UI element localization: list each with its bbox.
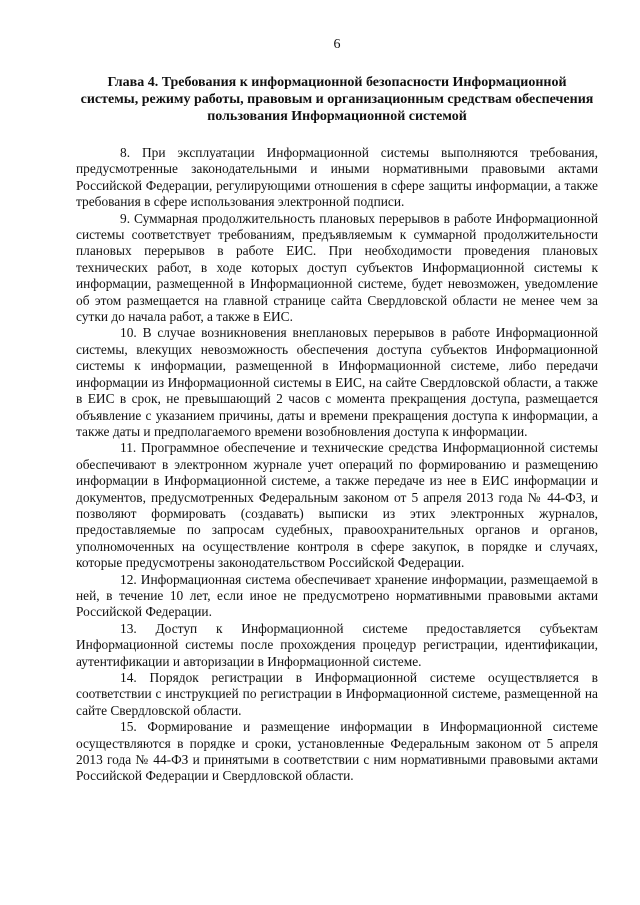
paragraph-12: 12. Информационная система обеспечивает хранение информации, размещаемой в ней, в течение 10 лет, если иное не предусмотрено нормативными правовыми актами Российской Федерации. — [76, 571, 598, 620]
paragraph-14: 14. Порядок регистрации в Информационной системе осуществляется в соответствии с инструкцией по регистрации в Информационной системе, размещенной на сайте Свердловской области. — [76, 670, 598, 718]
paragraph-10: 10. В случае возникновения внеплановых перерывов в работе Информационной системы, влекущих невозможность обеспечения доступа субъектов Информационной системы к информации, размещенной в Информационной системе, либо передачи информации из Информационной системы в ЕИС, на сайте Свердловской области, а также в ЕИС в срок, не превышающий 2 часов с момента прекращения доступа, размещается объявление с указанием причины, даты и времени прекращения доступа к информации, а также даты и предполагаемого времени возобновления доступа к информации. — [76, 325, 598, 439]
chapter-title: Глава 4. Требования к информационной безопасности Информационной системы, режиму работы, правовым и организационным средствам обеспечения пользования Информационной системой — [80, 75, 594, 124]
paragraph-15: 15. Формирование и размещение информации в Информационной системе осуществляются в порядке и сроки, установленные Федеральным законом от 5 апреля 2013 года № 44-ФЗ и принятыми в соответствии с ним нормативными правовыми актами Российской Федерации и Свердловской области. — [76, 719, 598, 784]
document-body — [76, 145, 598, 785]
paragraph-9: 9. Суммарная продолжительность плановых перерывов в работе Информационной системы соответствует требованиям, предъявляемым к суммарной продолжительности плановых перерывов в работе ЕИС. При необходимости проведения плановых технических работ, в ходе которых доступ субъектов Информационной системы к информации, размещенной в Информационной системе, будет невозможен, уведомление об этом размещается на главной странице сайта Свердловской области не менее чем за сутки до начала работ, а также в ЕИС. — [76, 210, 598, 325]
paragraph-11: 11. Программное обеспечение и технические средства Информационной системы обеспечивают в электронном журнале учет операций по формированию и размещению информации в Информационной системе, а также передаче из нее в ЕИС информации и документов, предусмотренных Федеральным законом от 5 апреля 2013 года № 44-ФЗ, и позволяют формировать (создавать) выписки из этих электронных журналов, предоставляемые по запросам судебных, правоохранительных органов и органов, уполномоченных на осуществление контроля в сфере закупок, в порядке и случаях, которые предусмотрены законодательством Российской Федерации. — [76, 440, 598, 571]
paragraph-13: 13. Доступ к Информационной системе предоставляется субъектам Информационной системы после прохождения процедур регистрации, идентификации, аутентификации и авторизации в Информационной системе. — [76, 620, 598, 669]
page-number: 6 — [333, 37, 341, 52]
paragraph-8: 8. При эксплуатации Информационной системы выполняются требования, предусмотренные законодательными и иными нормативными правовыми актами Российской Федерации, регулирующими отношения в сфере защиты информации, а также требования в сфере использования электронной подписи. — [76, 145, 598, 210]
